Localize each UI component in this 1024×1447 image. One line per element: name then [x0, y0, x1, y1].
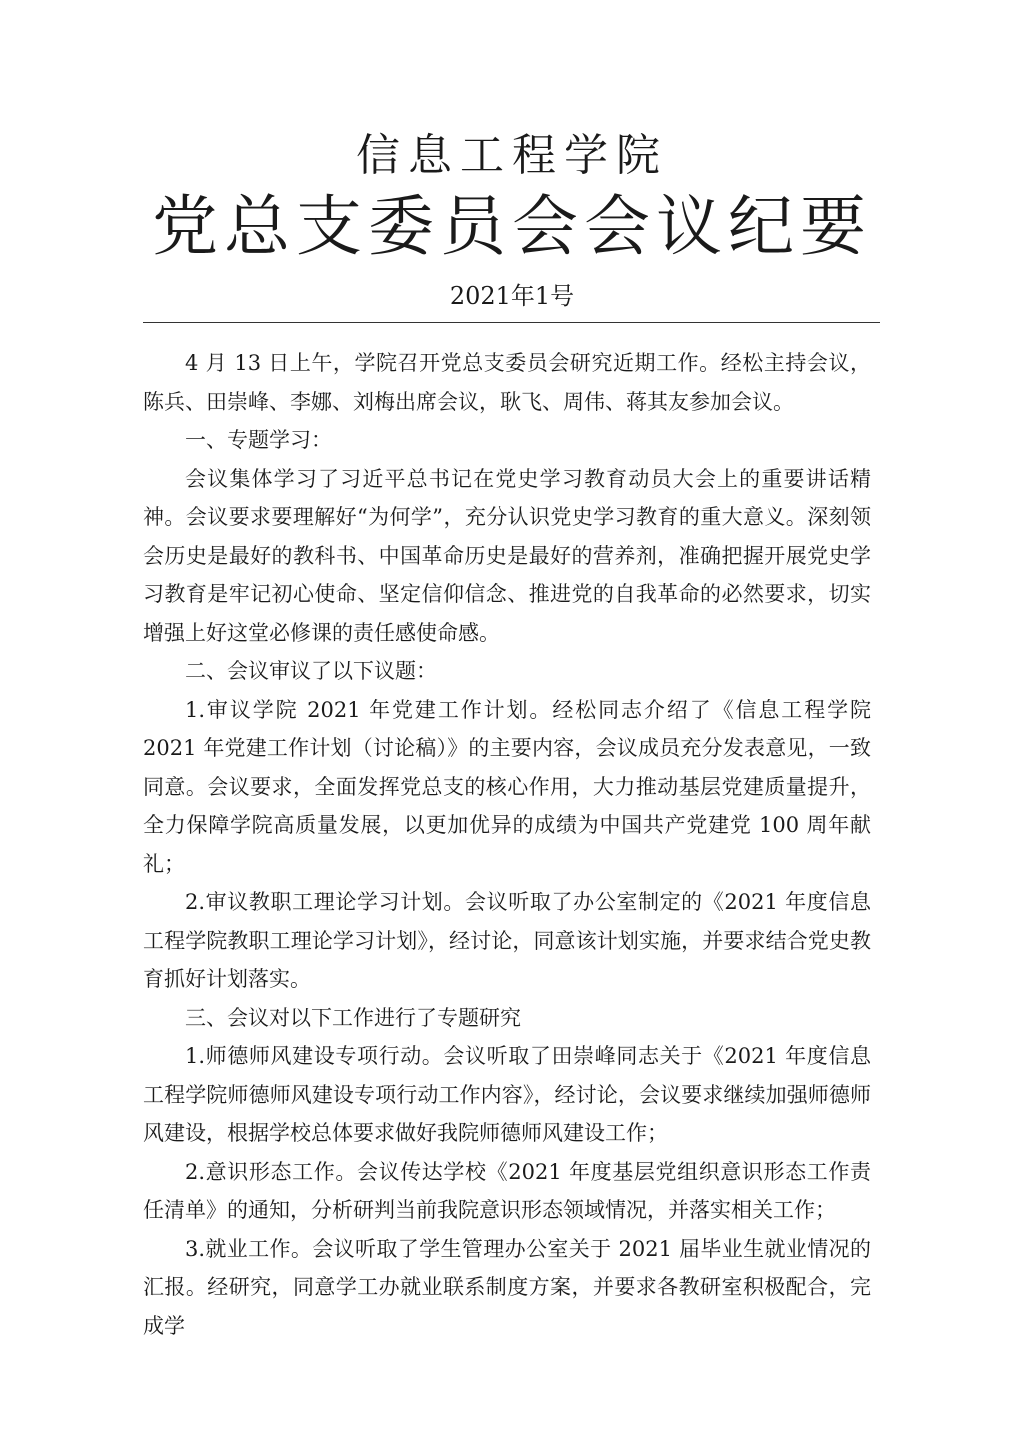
paragraph-meeting-intro: 4 月 13 日上午，学院召开党总支委员会研究近期工作。经松主持会议，陈兵、田崇峰、李娜、刘梅出席会议，耿飞、周伟、蒋其友参加会议。	[143, 351, 871, 414]
section-heading-research: 三、会议对以下工作进行了专题研究	[185, 1005, 521, 1030]
paragraph-review-item-1: 1.审议学院 2021 年党建工作计划。经松同志介绍了《信息工程学院 2021 年党建工作计划（讨论稿）》的主要内容，会议成员充分发表意见，一致同意。会议要求，全面发挥党总支的核心作用，大力推动基层党建质量提升，全力保障学院高质量发展，以更加优异的成绩为中国共产党建党 100 周年献礼；	[143, 697, 871, 876]
document-number: 2021年1号	[449, 282, 575, 310]
paragraph-research-item-3: 3.就业工作。会议听取了学生管理办公室关于 2021 届毕业生就业情况的汇报。经研究，同意学工办就业联系制度方案，并要求各教研室积极配合，完成学	[143, 1236, 871, 1338]
document-body	[143, 344, 871, 1345]
organization-title: 信息工程学院	[356, 130, 668, 181]
paragraph-study-content: 会议集体学习了习近平总书记在党史学习教育动员大会上的重要讲话精神。会议要求要理解好“为何学”，充分认识党史学习教育的重大意义。深刻领会历史是最好的教科书、中国革命历史是最好的营养剂，准确把握开展党史学习教育是牢记初心使命、坚定信仰信念、推进党的自我革命的必然要求，切实增强上好这堂必修课的责任感使命感。	[143, 466, 871, 645]
paragraph-research-item-1: 1.师德师风建设专项行动。会议听取了田崇峰同志关于《2021 年度信息工程学院师德师风建设专项行动工作内容》，经讨论，会议要求继续加强师德师风建设，根据学校总体要求做好我院师德师风建设工作；	[143, 1044, 871, 1145]
paragraph-review-item-2: 2.审议教职工理论学习计划。会议听取了办公室制定的《2021 年度信息工程学院教职工理论学习计划》，经讨论，同意该计划实施，并要求结合党史教育抓好计划落实。	[143, 890, 871, 991]
document-title: 党总支委员会会议纪要	[152, 188, 872, 265]
header-divider	[143, 322, 880, 323]
section-heading-study: 一、专题学习：	[185, 428, 332, 452]
paragraph-research-item-2: 2.意识形态工作。会议传达学校《2021 年度基层党组织意识形态工作责任清单》的通知，分析研判当前我院意识形态领域情况，并落实相关工作；	[143, 1159, 871, 1222]
section-heading-review: 二、会议审议了以下议题：	[185, 659, 437, 683]
